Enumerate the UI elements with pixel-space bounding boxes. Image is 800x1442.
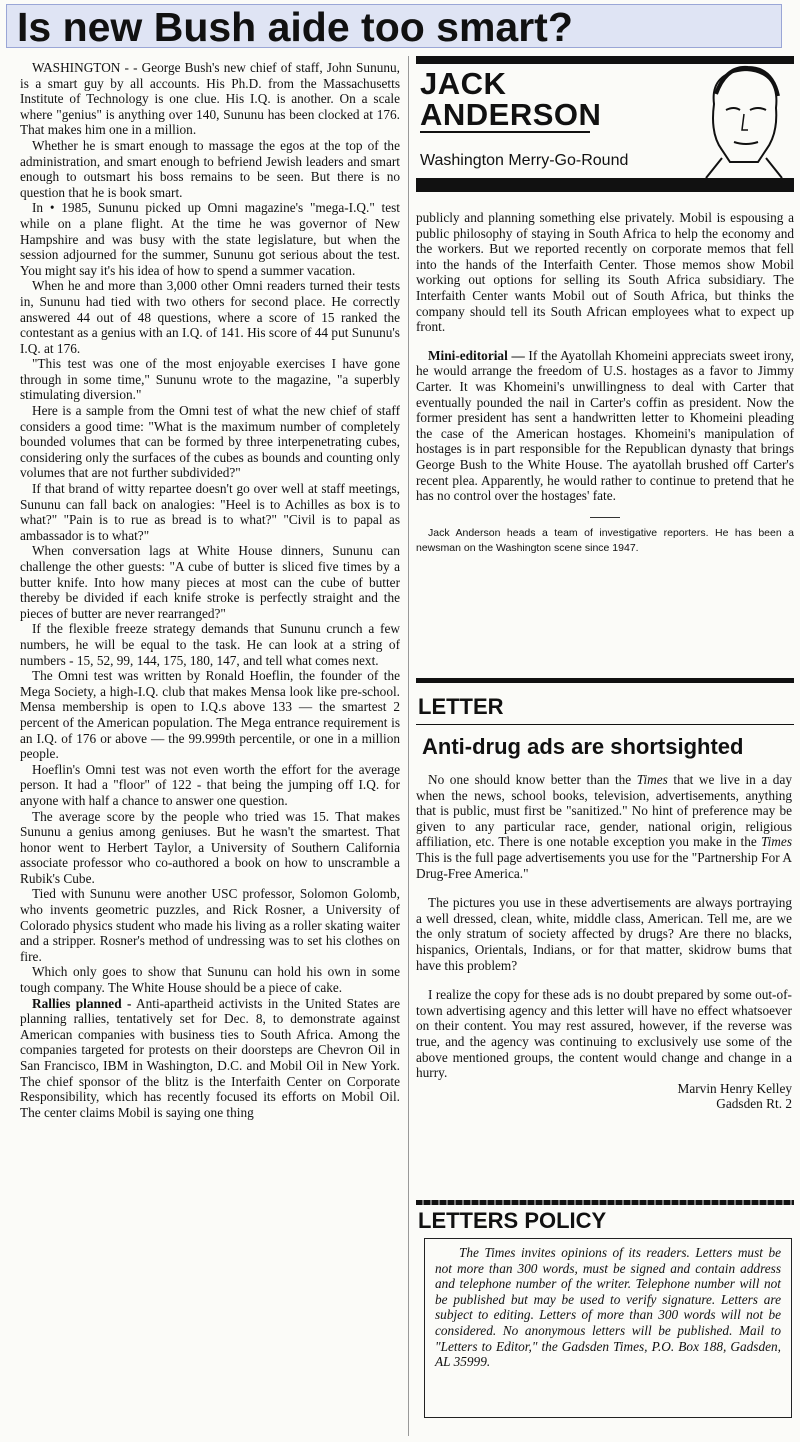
article-paragraph: The Omni test was written by Ronald Hoeflin, the founder of the Mega Society, a high-I.Q. club that makes Mensa look like pre-school. Mensa membership is open to I.Q.s above 133 — the smartest 2 percent of the American population. The Mega entrance requirement is an I.Q. of 176 or above — the 99.999th percentile, or one in a million people. (20, 668, 400, 762)
letter-paragraph: I realize the copy for these ads is no doubt prepared by some out-of-town advertising agency and this letter will have no effect whatsoever on their content. You may rest assured, however, if the reverse was true, and the agency was continuing to exclusively use some of the above mentioned groups, the content would change and change in a hurry. (416, 987, 792, 1081)
article-paragraph: When conversation lags at White House dinners, Sununu can challenge the other guests: "A cube of butter is sliced five times by a butter knife. Into how many pieces at most can the cube of butter thereby be divided if each knife stroke is perfectly straight and the pieces of butter are never rearranged?" (20, 543, 400, 621)
mini-editorial-paragraph (416, 348, 794, 504)
policy-text: The Times invites opinions of its readers. Letters must be not more than 300 words, must be signed and contain address and telephone number of the writer. Telephone number will not be published but may be used to verify signature. Letters are subject to editing. Letters of more than 300 words will not be considered. No anonymous letters will be published. Mail to "Letters to Editor," the Gadsden Times, P.O. Box 188, Gadsden, AL 35999. (435, 1245, 781, 1370)
article-paragraph: The average score by the people who tried was 15. That makes Sununu a genius among geniuses. But he wasn't the smartest. That honor went to Herbert Taylor, a University of Southern California associate professor who co-authored a book on how to unscramble a Rubik's Cube. (20, 808, 400, 886)
column-divider (408, 56, 409, 1436)
mini-editorial-lead: Mini-editorial — (428, 347, 525, 363)
article-right-column (416, 56, 794, 1436)
article-paragraph: "This test was one of the most enjoyable exercises I have gone through in some time," Sununu wrote to the magazine, "a superbly stimulating diversion." (20, 356, 400, 403)
headline: Is new Bush aide too smart? (6, 4, 782, 48)
columnist-name (420, 66, 602, 133)
letter-signer: Marvin Henry Kelley (677, 1080, 792, 1096)
policy-section-bar (416, 1200, 794, 1205)
letters-policy-box (424, 1238, 792, 1418)
article-paragraph: Whether he is smart enough to massage the egos at the top of the administration, and smart enough to befriend Jewish leaders and smart enough to outsmart his boss remains to be seen. But there is no question that he is book smart. (20, 137, 400, 200)
article-paragraph: Tied with Sununu were another USC professor, Solomon Golomb, who invents geometric puzzles, and Rick Rosner, a University of Colorado physics student who made his living as a roller skating waiter and a stripper. Rosner's method of undressing was to set his clothes on fire. (20, 886, 400, 964)
rallies-paragraph (20, 996, 400, 1121)
newspaper-name: Times (636, 772, 668, 787)
columnist-first-name: JACK (420, 66, 507, 101)
article-paragraph: WASHINGTON - - George Bush's new chief of staff, John Sununu, is a smart guy by all accounts. His Ph.D. from the Massachusetts Institute of Technology is one clue. His I.Q. is another. On a scale where "genius" is anything over 140, Sununu has been clocked at 176. That makes him one in a million. (20, 60, 400, 138)
column-subtitle: Washington Merry-Go-Round (420, 152, 629, 169)
article-paragraph: Here is a sample from the Omni test of what the new chief of staff considers a good time: "What is the maximum number of completely bounded volumes that can be formed by three interpenetrating cubes, considering only the surfaces of the cubes as bounds and counting only volumes that are not further subdivided?" (20, 403, 400, 481)
article-paragraph: Which only goes to show that Sununu can hold his own in some tough company. The White House should be a piece of cake. (20, 964, 400, 996)
columnist-last-name: ANDERSON (420, 97, 602, 132)
article-paragraph: When he and more than 3,000 other Omni readers turned their tests in, Sununu had tied with two others for second place. He correctly answered 44 out of 48 questions, where a score of 15 ranked the contestant as a genius with an I.Q. of 141. His score of 44 put Sununu's I.Q. at 176. (20, 278, 400, 356)
letter-paragraph (416, 772, 792, 881)
author-bio: Jack Anderson heads a team of investigative reporters. He has been a newsman on the Washington scene since 1947. (416, 526, 794, 554)
letter-signer-location: Gadsden Rt. 2 (716, 1096, 792, 1112)
article-paragraph: publicly and planning something else privately. Mobil is espousing a public philosophy of staying in South Africa to help the economy and the workers. But we reported recently on corporate memos that fell into the hands of the Interfaith Center. Those memos show Mobil working out options for selling its South Africa subsidiary. The Interfaith Center wants Mobil out of South Africa, but thinks the company should tell its South African employees what to expect up front. (416, 210, 794, 335)
letter-text: that we live in a day when the news, school books, television, advertisements, anything that is public, must first be "sanitized." No hint of preference may be given to any particular race, gender, national origin, religious affiliation, etc. There is one notable exception you make in the (416, 772, 792, 850)
letter-text: No one should know better than the (428, 772, 637, 787)
policy-section-label: LETTERS POLICY (418, 1208, 607, 1233)
article-paragraph: Hoeflin's Omni test was not even worth the effort for the average person. It had a "floor" of 122 - that being the jumping off I.Q. for anyone with half a chance to answer one question. (20, 761, 400, 808)
masthead-bottom-bar (416, 178, 794, 192)
letter-text: This is the full page advertisements you use for the "Partnership For A Drug-Free America." (416, 849, 792, 881)
mini-editorial-text: If the Ayatollah Khomeini appreciats sweet irony, he would arrange the freedom of U.S. hostages as a favor to Jimmy Carter. It was Khomeini's unwillingness to deal with Carter that eventually pounded the nail in Carter's coffin as president. Now the former president has sent a handwritten letter to Khomeini pleading the case of the American hostages. Khomeini's manipulation of hostages is in part responsible for the Republican dynasty that brings George Bush to the White House. The ayatollah brushed off Carter's recent plea. Apparently, he would rather to continue to pretend that he has no control over the hostages' fate. (416, 347, 794, 504)
article-paragraph: In • 1985, Sununu picked up Omni magazine's "mega-I.Q." test while on a plane flight. At the time he was governor of New Hampshire and was busy with the state legislature, but when the session adjourned for the summer, Sununu got serious about the test. You might say it's his idea of how to spend a summer vacation. (20, 200, 400, 278)
right-column-text (416, 210, 794, 556)
newspaper-name: Times (760, 834, 792, 850)
letter-headline: Anti-drug ads are shortsighted (422, 734, 744, 759)
rallies-text: Anti-apartheid activists in the United States are planning rallies, tentatively set for Dec. 8, to demonstrate against American companies with business ties to South Africa. Among the companies targeted for protests on their doorsteps are Chevron Oil in San Francisco, IBM in Washington, D.C. and Mobil Oil in New York. The chief sponsor of the blitz is the Interfaith Center on Corporate Responsibility, which has recently focused its efforts on Mobil Oil. The center claims Mobil is saying one thing (20, 995, 400, 1120)
letter-section-label: LETTER (418, 694, 504, 719)
masthead-top-bar (416, 56, 794, 64)
letter-section-bar (416, 678, 794, 683)
article-paragraph: If that brand of witty repartee doesn't go over well at staff meetings, Sununu can fall back on analogies: "Heel is to Achilles as box is to what?" "Pain is to rue as bread is to what?" "Civil is to papal as ambassador is to what?" (20, 481, 400, 543)
rallies-lead: Rallies planned - (32, 995, 132, 1011)
letter-body (416, 772, 792, 1112)
letter-paragraph: The pictures you use in these advertisements are always portraying a well dressed, clean, white, middle class, American. Tell me, are we the only stratum of society affected by drugs? Are there no blacks, hispanics, Orientals, Indians, or for that matter, skidrow bums that have this problem? (416, 895, 792, 973)
short-divider (590, 517, 620, 518)
columnist-portrait (696, 64, 792, 178)
article-left-column (20, 60, 400, 1438)
column-masthead (416, 56, 794, 206)
article-paragraph: If the flexible freeze strategy demands that Sununu crunch a few numbers, he will be equal to the task. He can look at a string of numbers - 15, 52, 99, 144, 175, 180, 147, and tell what comes next. (20, 621, 400, 668)
letter-label-rule (416, 724, 794, 725)
